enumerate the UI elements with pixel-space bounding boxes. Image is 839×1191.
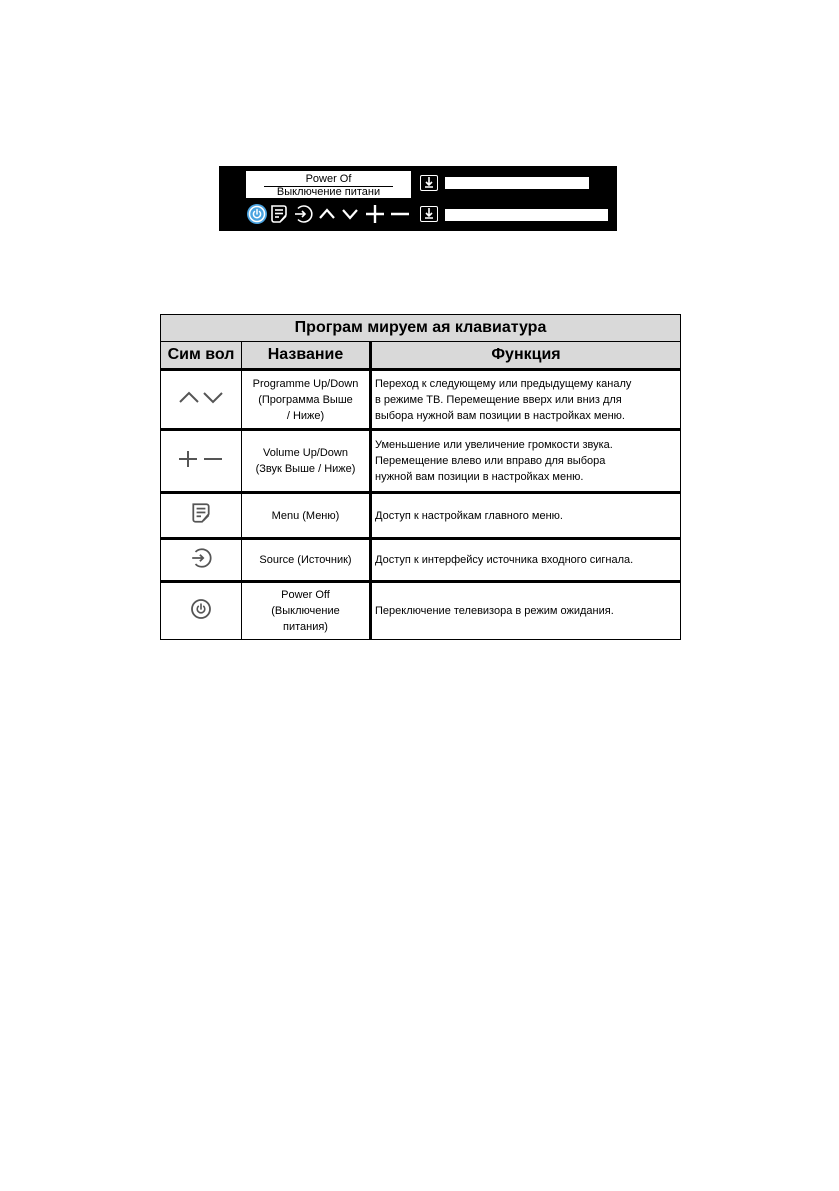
tooltip-line1: Power Of: [305, 173, 352, 185]
source-icon: [161, 539, 242, 582]
keypad-table: [160, 314, 681, 640]
tooltip-line2: Выключение питани: [276, 186, 381, 198]
download-icon: [420, 206, 438, 222]
name-line: питания): [283, 621, 328, 633]
plus-minus-icon: [161, 430, 242, 493]
name-line: Programme Up/Down: [252, 377, 359, 390]
chevron-up-icon[interactable]: [317, 204, 337, 224]
power-icon: [161, 582, 242, 640]
function-line: Доступ к интерфейсу источника входного сигнала.: [375, 554, 634, 566]
table-title: Програм мируем ая клавиатура: [161, 315, 681, 342]
table-row: [161, 539, 681, 582]
menu-icon[interactable]: [269, 204, 289, 224]
header-name: Название: [242, 342, 371, 370]
row-function: [371, 430, 681, 493]
tooltip-underline: [264, 186, 393, 187]
power-icon[interactable]: [246, 203, 268, 225]
row-function: [371, 493, 681, 539]
chevron-down-icon[interactable]: [340, 204, 360, 224]
name-line: (Выключение: [271, 605, 340, 617]
row-function: [371, 370, 681, 430]
download-icon: [420, 175, 438, 191]
function-line: Переключение телевизора в режим ожидания.: [375, 605, 614, 617]
minus-icon[interactable]: [390, 204, 410, 224]
row-name: [242, 493, 371, 539]
row-name: [242, 370, 371, 430]
name-line: Power Off: [281, 589, 330, 601]
function-line: Перемещение влево или вправо для выбора: [375, 455, 606, 467]
table-row: [161, 582, 681, 640]
chevron-up-down-icon: [161, 370, 242, 430]
row-name: [242, 582, 371, 640]
row-name: [242, 539, 371, 582]
menu-icon: [161, 493, 242, 539]
name-line: / Ниже): [286, 409, 325, 422]
power-tooltip: [246, 171, 411, 198]
table-row: [161, 493, 681, 539]
function-line: нужной вам позиции в настройках меню.: [375, 471, 584, 483]
function-line: Переход к следующему или предыдущему каналу: [375, 377, 632, 390]
name-line: Source (Источник): [259, 554, 352, 566]
row-function: [371, 582, 681, 640]
name-line: Volume Up/Down: [263, 447, 348, 459]
header-symbol: Сим вол: [161, 342, 242, 370]
table-row: [161, 370, 681, 430]
name-line: Menu (Меню): [271, 509, 340, 522]
row-name: [242, 430, 371, 493]
name-line: (Программа Выше: [258, 393, 353, 406]
keypad-illustration: [219, 166, 617, 231]
function-line: выбора нужной вам позиции в настройках меню.: [375, 409, 625, 422]
header-function: Функция: [371, 342, 681, 370]
function-line: в режиме ТВ. Перемещение вверх или вниз для: [375, 393, 622, 406]
table-row: [161, 430, 681, 493]
function-line: Доступ к настройкам главного меню.: [375, 509, 563, 522]
callout-bar: [445, 209, 608, 221]
callout-bar: [445, 177, 589, 189]
plus-icon[interactable]: [364, 204, 386, 224]
function-line: Уменьшение или увеличение громкости звука.: [375, 439, 613, 451]
name-line: (Звук Выше / Ниже): [255, 463, 356, 475]
source-icon[interactable]: [293, 204, 313, 224]
row-function: [371, 539, 681, 582]
